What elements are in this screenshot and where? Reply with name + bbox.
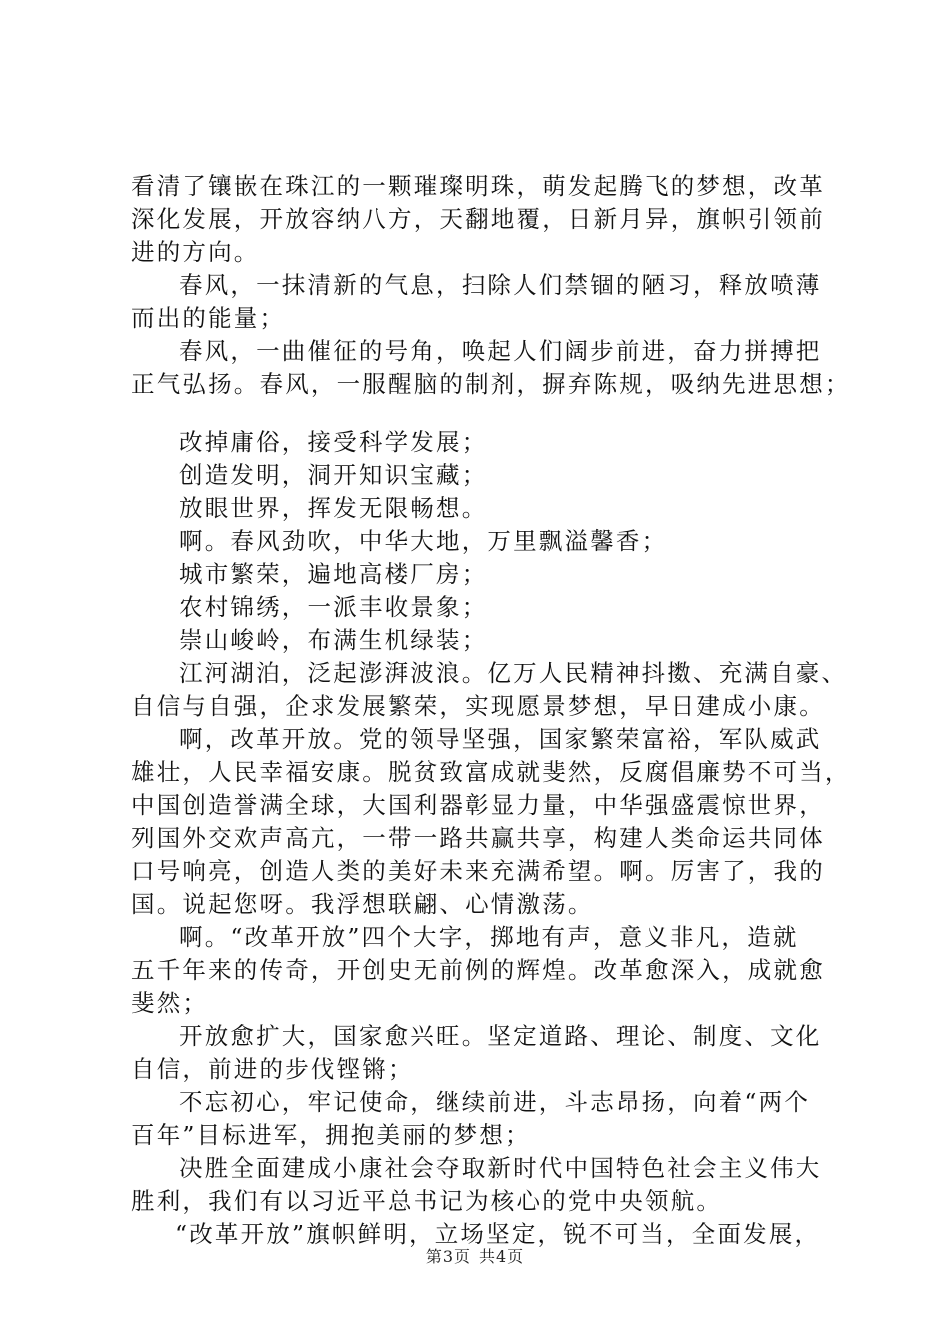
text-line: 啊。春风劲吹，中华大地，万里飘溢馨香； (179, 527, 668, 555)
text-line: 自信与自强，企求发展繁荣，实现愿景梦想，早日建成小康。 (131, 692, 825, 720)
text-line: 正气弘扬。春风，一服醒脑的制剂，摒弃陈规，吸纳先进思想； (131, 370, 851, 398)
text-line: 决胜全面建成小康社会夺取新时代中国特色社会主义伟大 (179, 1154, 822, 1182)
text-line: 江河湖泊，泛起澎湃波浪。亿万人民精神抖擞、充满自豪、 (179, 659, 848, 687)
text-line: 五千年来的传奇，开创史无前例的辉煌。改革愈深入，成就愈 (131, 956, 825, 984)
page-footer (0, 1244, 950, 1267)
text-line: 列国外交欢声高亢，一带一路共赢共享，构建人类命运共同体 (131, 824, 825, 852)
text-line: 雄壮，人民幸福安康。脱贫致富成就斐然，反腐倡廉势不可当， (131, 758, 851, 786)
page-total: 共4页 (479, 1247, 525, 1266)
text-line: 中国创造誉满全球，大国利器彰显力量，中华强盛震惊世界， (131, 791, 825, 819)
text-line: 农村锦绣，一派丰收景象； (179, 593, 488, 621)
text-line: 开放愈扩大，国家愈兴旺。坚定道路、理论、制度、文化 (179, 1022, 822, 1050)
paragraph-gap (131, 401, 831, 426)
text-line: “改革开放”旗帜鲜明，立场坚定，锐不可当，全面发展， (175, 1220, 821, 1248)
text-line: 城市繁荣，遍地高楼厂房； (179, 560, 488, 588)
text-line: 看清了镶嵌在珠江的一颗璀璨明珠，萌发起腾飞的梦想，改革 (131, 172, 825, 200)
document-body (131, 170, 851, 1251)
text-line: 创造发明，洞开知识宝藏； (179, 461, 488, 489)
text-line: 国。说起您呀。我浮想联翩、心情激荡。 (131, 890, 594, 918)
text-line: 崇山峻岭，布满生机绿装； (179, 626, 488, 654)
text-line: 自信，前进的步伐铿锵； (131, 1055, 414, 1083)
page-number: 第3页 (425, 1247, 471, 1266)
text-line: 啊。“改革开放”四个大字，掷地有声，意义非凡，造就 (179, 923, 799, 951)
text-line: 放眼世界，挥发无限畅想。 (179, 494, 488, 522)
text-line: 斐然； (131, 989, 209, 1017)
text-line: 百年”目标进军，拥抱美丽的梦想； (131, 1121, 531, 1149)
text-line: 春风，一曲催征的号角，唤起人们阔步前进，奋力拼搏把 (179, 337, 822, 365)
text-line: 啊，改革开放。党的领导坚强，国家繁荣富裕，军队威武 (179, 725, 822, 753)
text-line: 而出的能量； (131, 304, 286, 332)
text-line: 口号响亮，创造人类的美好未来充满希望。啊。厉害了，我的 (131, 857, 825, 885)
text-line: 胜利，我们有以习近平总书记为核心的党中央领航。 (131, 1187, 723, 1215)
text-line: 进的方向。 (131, 238, 260, 266)
text-line: 深化发展，开放容纳八方，天翻地覆，日新月异，旗帜引领前 (131, 205, 825, 233)
text-line: 不忘初心，牢记使命，继续前进，斗志昂扬，向着“两个 (179, 1088, 811, 1116)
text-line: 春风，一抹清新的气息，扫除人们禁锢的陋习，释放喷薄 (179, 271, 822, 299)
text-line: 改掉庸俗，接受科学发展； (179, 428, 488, 456)
